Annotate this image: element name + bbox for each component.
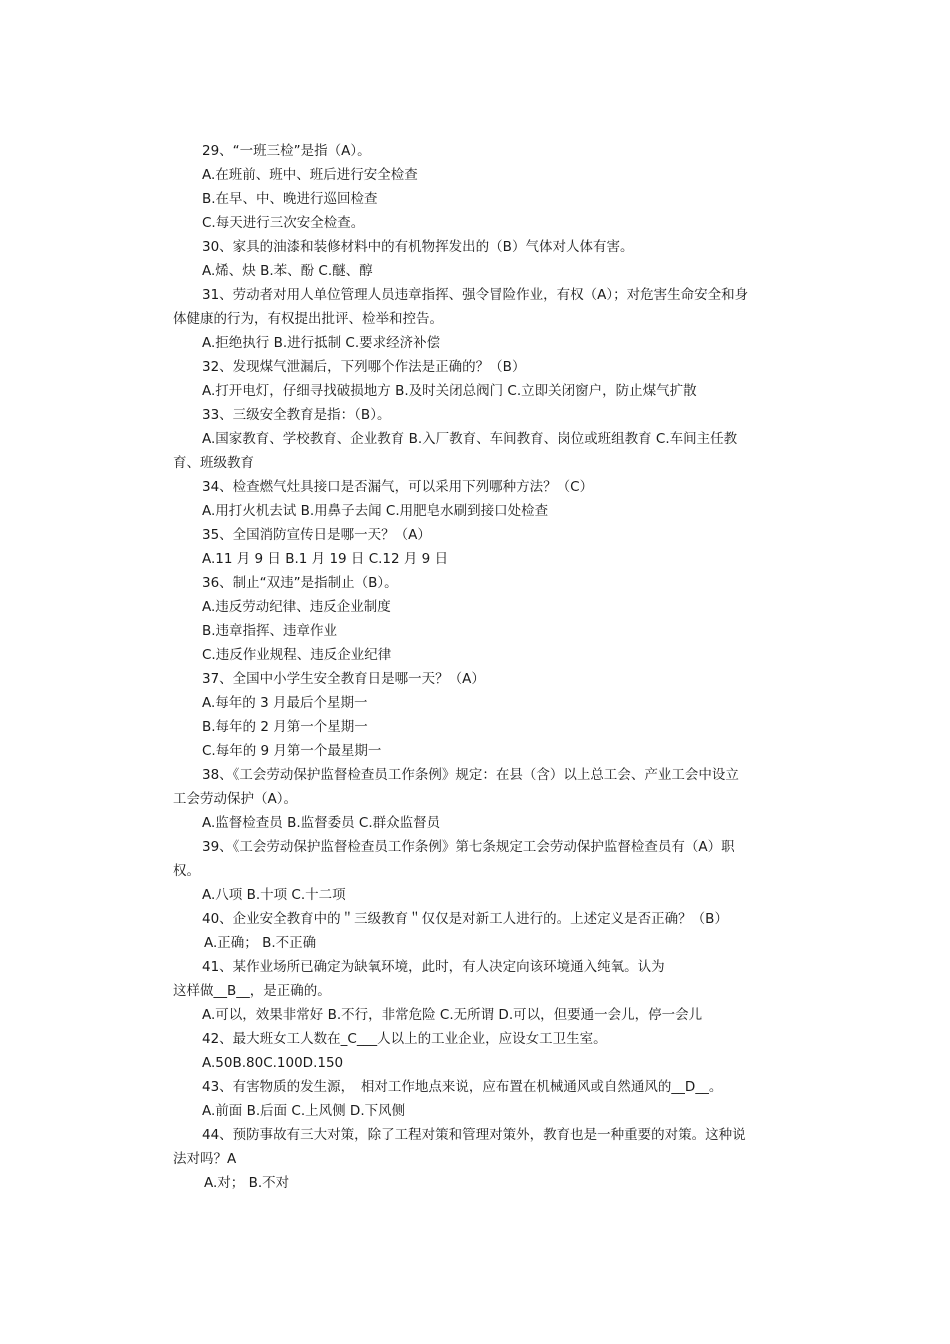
question-line: 30、家具的油漆和装修材料中的有机物挥发出的（B）气体对人体有害。 [202, 239, 634, 255]
option-line: A.在班前、班中、班后进行安全检查 [202, 167, 418, 183]
question-line: 31、劳动者对用人单位管理人员违章指挥、强令冒险作业，有权（A）；对危害生命安全和身 [202, 287, 749, 303]
option-line: A.烯、炔 B.苯、酚 C.醚、醇 [202, 263, 373, 279]
option-line: A.国家教育、学校教育、企业教育 B.入厂教育、车间教育、岗位或班组教育 C.车间主任教 [202, 431, 738, 447]
question-line: 35、全国消防宣传日是哪一天？（A） [202, 527, 431, 543]
question-continuation: 体健康的行为，有权提出批评、检举和控告。 [173, 311, 443, 327]
question-line: 41、某作业场所已确定为缺氧环境，此时，有人决定向该环境通入纯氧。认为 [202, 959, 665, 975]
option-line: B.在早、中、晚进行巡回检查 [202, 191, 378, 207]
option-continuation: 育、班级教育 [173, 455, 254, 471]
option-line: A.打开电灯，仔细寻找破损地方 B.及时关闭总阀门 C.立即关闭窗户，防止煤气扩散 [202, 383, 697, 399]
question-line: 34、检查燃气灶具接口是否漏气，可以采用下列哪种方法？（C） [202, 479, 594, 495]
question-line: 32、发现煤气泄漏后，下列哪个作法是正确的？（B） [202, 359, 526, 375]
option-line: A.每年的 3 月最后个星期一 [202, 695, 368, 711]
question-line: 37、全国中小学生安全教育日是哪一天？（A） [202, 671, 485, 687]
question-line: 40、企业安全教育中的＂三级教育＂仅仅是对新工人进行的。上述定义是否正确？（B） [202, 911, 728, 927]
question-continuation: 这样做__B__，是正确的。 [173, 983, 331, 999]
question-line: 36、制止“双违”是指制止（B）。 [202, 575, 398, 591]
option-line: A.监督检查员 B.监督委员 C.群众监督员 [202, 815, 441, 831]
question-continuation: 工会劳动保护（A）。 [173, 791, 297, 807]
option-line: A.违反劳动纪律、违反企业制度 [202, 599, 391, 615]
option-line: A.八项 B.十项 C.十二项 [202, 887, 346, 903]
question-line: 42、最大班女工人数在_C___人以上的工业企业，应设女工卫生室。 [202, 1031, 607, 1047]
option-line: B.每年的 2 月第一个星期一 [202, 719, 368, 735]
question-continuation: 权。 [173, 863, 200, 879]
question-line: 44、预防事故有三大对策，除了工程对策和管理对策外，教育也是一种重要的对策。这种说 [202, 1127, 746, 1143]
question-line: 39、《工会劳动保护监督检查员工作条例》第七条规定工会劳动保护监督检查员有（A）职 [202, 839, 735, 855]
option-line: A.11 月 9 日 B.1 月 19 日 C.12 月 9 日 [202, 551, 449, 567]
question-line: 43、有害物质的发生源， 相对工作地点来说，应布置在机械通风或自然通风的__D__。 [202, 1079, 723, 1095]
option-line: C.每年的 9 月第一个最星期一 [202, 743, 382, 759]
option-line: A.对； B.不对 [204, 1175, 290, 1191]
option-line: C.违反作业规程、违反企业纪律 [202, 647, 392, 663]
option-line: B.违章指挥、违章作业 [202, 623, 338, 639]
option-line: A.50B.80C.100D.150 [202, 1055, 344, 1071]
option-line: A.拒绝执行 B.进行抵制 C.要求经济补偿 [202, 335, 441, 351]
option-line: A.前面 B.后面 C.上风侧 D.下风侧 [202, 1103, 406, 1119]
option-line: C.每天进行三次安全检查。 [202, 215, 365, 231]
question-list [173, 139, 793, 1195]
question-continuation: 法对吗？A [173, 1151, 237, 1167]
question-line: 33、三级安全教育是指：（B）。 [202, 407, 391, 423]
question-line: 29、“一班三检”是指（A）。 [202, 143, 371, 159]
option-line: A.用打火机去试 B.用鼻子去闻 C.用肥皂水刷到接口处检查 [202, 503, 549, 519]
question-line: 38、《工会劳动保护监督检查员工作条例》规定：在县（含）以上总工会、产业工会中设立 [202, 767, 739, 783]
option-line: A.正确； B.不正确 [204, 935, 317, 951]
option-line: A.可以，效果非常好 B.不行，非常危险 C.无所谓 D.可以，但要通一会儿，停一会儿 [202, 1007, 703, 1023]
